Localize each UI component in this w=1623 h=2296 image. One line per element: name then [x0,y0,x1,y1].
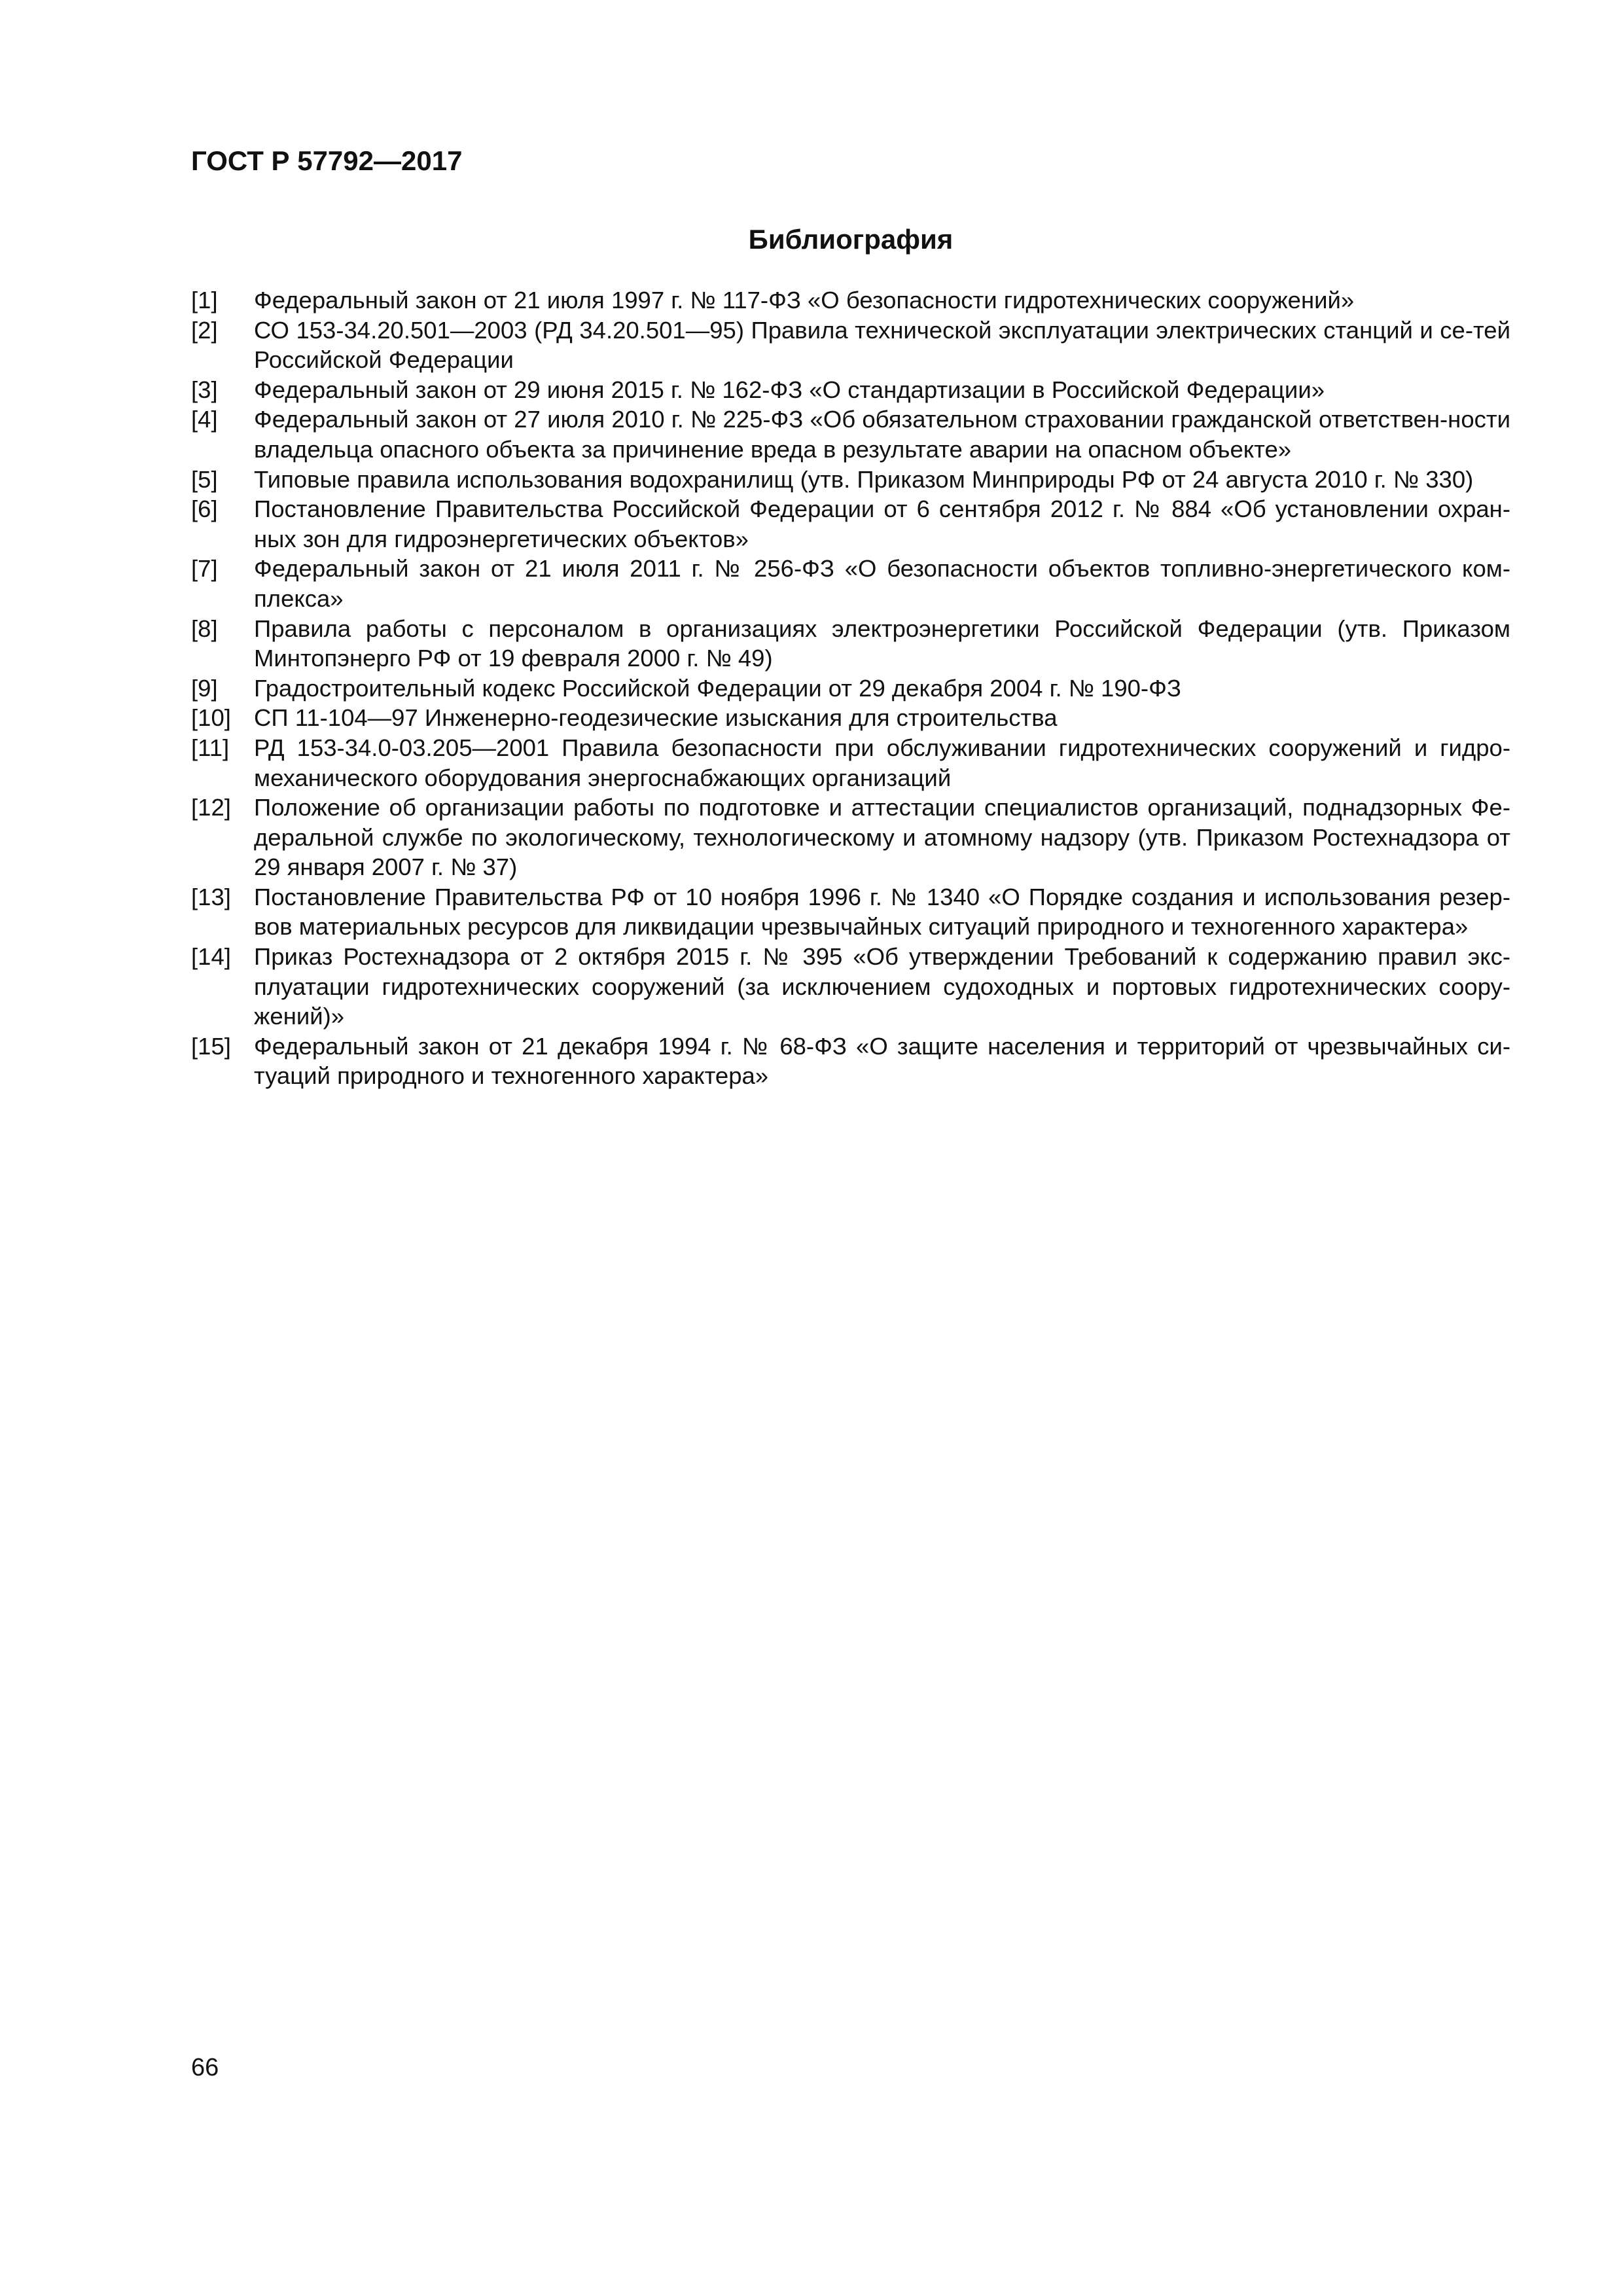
bibliography-item-number: [10] [191,704,231,732]
bibliography-item-number: [6] [191,495,218,523]
bibliography-item [191,673,1510,704]
bibliography-item [191,494,1510,554]
bibliography-item-text: Постановление Правительства РФ от 10 ноября 1996 г. № 1340 «О Порядке создания и использования резер-вов материальных ресурсов для ликвидации чрезвычайных ситуаций природного и техногенного характера» [254,883,1510,941]
bibliography-item-text: Федеральный закон от 21 декабря 1994 г. № 68-ФЗ «О защите населения и территорий от чрезвычайных си-туаций природного и техногенного характера» [254,1032,1510,1090]
bibliography-item-number: [4] [191,406,218,433]
bibliography-item-number: [15] [191,1032,231,1060]
bibliography-item [191,285,1510,315]
bibliography-item-text: Типовые правила использования водохранилищ (утв. Приказом Минприроды РФ от 24 августа 2010 г. № 330) [254,465,1474,493]
bibliography-item [191,315,1510,375]
bibliography-list [191,285,1510,1091]
section-title: Библиография [748,224,954,255]
bibliography-item-number: [11] [191,734,230,761]
bibliography-item [191,942,1510,1031]
bibliography-item-number: [5] [191,465,218,493]
bibliography-item [191,1031,1510,1091]
standard-code-header: ГОСТ Р 57792—2017 [191,145,463,176]
bibliography-item-text: Правила работы с персоналом в организациях электроэнергетики Российской Федерации (утв. Приказом Минтопэнерго РФ от 19 февраля 2000 г. № 49) [254,615,1510,672]
bibliography-item-text: Постановление Правительства Российской Федерации от 6 сентября 2012 г. № 884 «Об установлении охран-ных зон для гидроэнергетических объектов» [254,495,1510,552]
bibliography-item-text: Федеральный закон от 27 июля 2010 г. № 225-ФЗ «Об обязательном страховании гражданской ответствен-ности владельца опасного объекта за причинение вреда в результате аварии на опасном объекте» [254,406,1510,463]
bibliography-item-text: Федеральный закон от 29 июня 2015 г. № 162-ФЗ «О стандартизации в Российской Федерации» [254,376,1325,403]
bibliography-item-text: Градостроительный кодекс Российской Федерации от 29 декабря 2004 г. № 190-ФЗ [254,674,1181,702]
bibliography-item-number: [9] [191,674,218,702]
bibliography-item-number: [8] [191,615,218,642]
bibliography-item-number: [1] [191,287,218,314]
bibliography-item-text: Федеральный закон от 21 июля 1997 г. № 117-ФЗ «О безопасности гидротехнических сооружений» [254,287,1355,314]
bibliography-item [191,703,1510,733]
bibliography-item-text: Приказ Ростехнадзора от 2 октября 2015 г. № 395 «Об утверждении Требований к содержанию правил экс-плуатации гидротехнических сооружений (за исключением судоходных и портовых гидротехнических соору-жений)» [254,943,1510,1030]
bibliography-item-number: [3] [191,376,218,403]
bibliography-item-number: [2] [191,316,218,344]
bibliography-item [191,793,1510,882]
bibliography-item [191,554,1510,613]
bibliography-item-number: [13] [191,883,231,910]
bibliography-item-number: [14] [191,943,231,971]
bibliography-item-text: Положение об организации работы по подготовке и аттестации специалистов организаций, поднадзорных Фе-деральной службе по экологическому, технологическому и атомному надзору (утв. Приказом Ростехнадзора от 29 января 2007 г. № 37) [254,794,1510,881]
bibliography-item [191,614,1510,673]
bibliography-item-number: [7] [191,555,218,583]
bibliography-item-text: СП 11-104—97 Инженерно-геодезические изыскания для строительства [254,704,1058,732]
bibliography-item [191,733,1510,793]
bibliography-item-text: РД 153-34.0-03.205—2001 Правила безопасности при обслуживании гидротехнических сооружений и гидро-механического оборудования энергоснабжающих организаций [254,734,1510,791]
bibliography-item-text: СО 153-34.20.501—2003 (РД 34.20.501—95) Правила технической эксплуатации электрических станций и се-тей Российской Федерации [254,316,1510,374]
bibliography-item [191,404,1510,464]
page-number: 66 [191,2054,219,2081]
bibliography-item [191,375,1510,405]
bibliography-item-number: [12] [191,794,231,821]
bibliography-item [191,882,1510,942]
bibliography-item [191,465,1510,495]
bibliography-item-text: Федеральный закон от 21 июля 2011 г. № 256-ФЗ «О безопасности объектов топливно-энергетического ком-плекса» [254,555,1510,612]
